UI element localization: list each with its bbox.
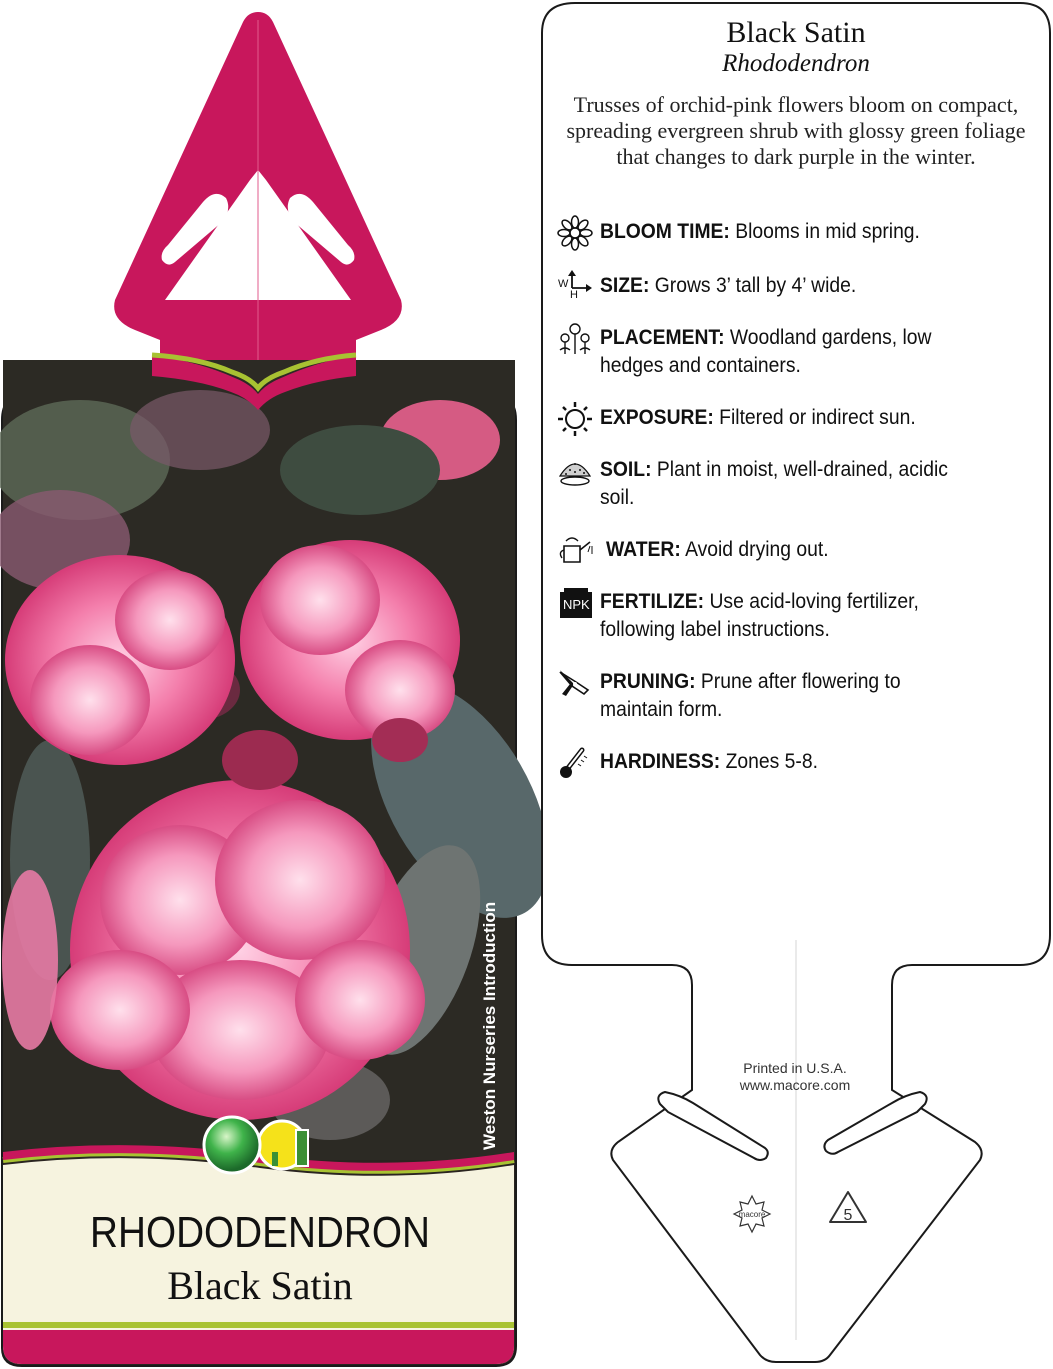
- watering-can-icon: [556, 532, 594, 570]
- introduction-credit: Weston Nurseries Introduction: [480, 901, 499, 1150]
- back-botanical-name: Rhododendron: [722, 50, 870, 77]
- plant-description: Trusses of orchid-pink flowers bloom on compact, spreading evergreen shrub with glossy green foliage that changes to dark purple in the winter.: [566, 92, 1026, 169]
- printed-in: Printed in U.S.A.: [743, 1060, 847, 1076]
- website-link[interactable]: www.macore.com: [739, 1077, 851, 1093]
- fertilize-continuation: following label instructions.: [600, 618, 830, 641]
- front-arrow-head: [114, 12, 402, 395]
- front-variety-name: Black Satin: [167, 1263, 353, 1308]
- size-icon-h: H: [570, 289, 578, 301]
- macore-logo-text: macore: [738, 1210, 766, 1219]
- soil-continuation: soil.: [600, 486, 635, 509]
- flower-icon: [556, 214, 594, 252]
- soil-icon: [556, 452, 594, 490]
- back-title: Black Satin: [726, 16, 866, 49]
- npk-label: NPK: [563, 597, 590, 612]
- pruners-icon: [556, 664, 594, 702]
- printed-info: [690, 1060, 900, 1094]
- size-icon-w: W: [558, 278, 569, 290]
- front-plant-name: RHODODENDRON: [90, 1208, 430, 1257]
- garden-icon: [556, 320, 594, 358]
- placement-continuation: hedges and containers.: [600, 354, 801, 377]
- sun-icon: [556, 400, 594, 438]
- thermometer-icon: [556, 744, 594, 782]
- recycle-code: 5: [843, 1207, 853, 1224]
- pruning-continuation: maintain form.: [600, 698, 723, 721]
